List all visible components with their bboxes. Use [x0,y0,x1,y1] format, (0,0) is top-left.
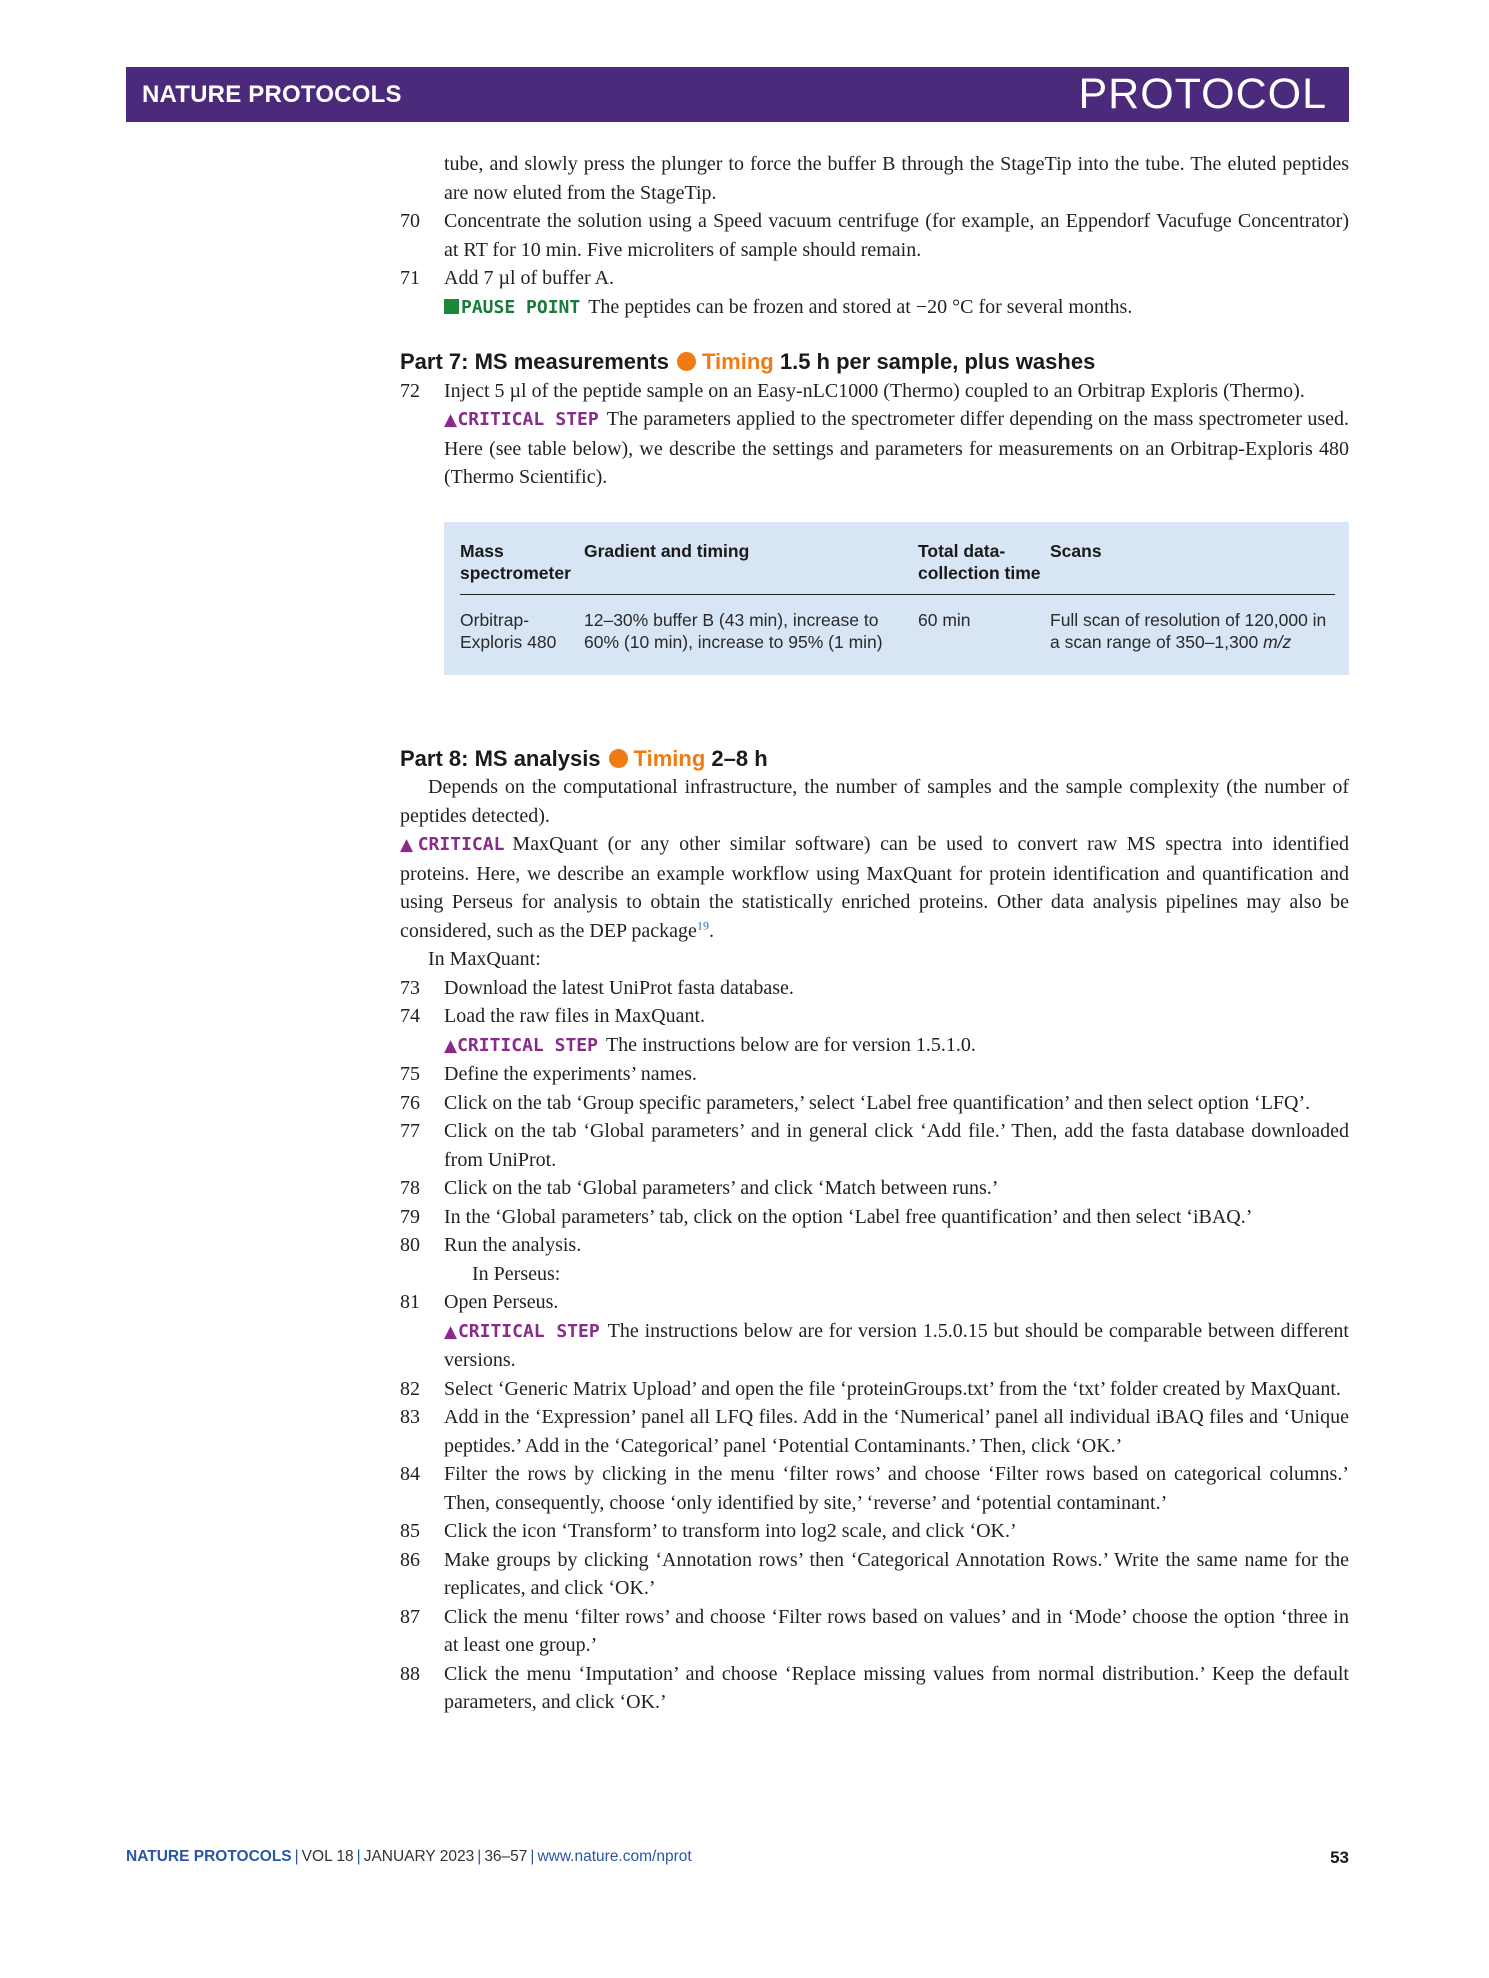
step-85: 85 Click the icon ‘Transform’ to transform into log2 scale, and click ‘OK.’ [400,1520,1017,1542]
journal-header-bar [126,67,1349,122]
step-87: 87 Click the menu ‘filter rows’ and choose ‘Filter rows based on values’ and in ‘Mode’ choose the option ‘three in at least one group.’ [400,1605,1349,1656]
step-text: Concentrate the solution using a Speed vacuum centrifuge (for example, an Eppendorf Vacufuge Concentrator) at RT for 10 min. Five microliters of sample should remain. [444,210,1349,261]
critical-note: ▲CRITICAL MaxQuant (or any other similar software) can be used to convert raw MS spectra into identified proteins. Here, we describe an example workflow using MaxQuant for protein identification and quantification and using Perseus for analysis to obtain the statistically enriched proteins. Other data analysis pipelines may also be considered, such as the DEP package$^{19}$. [400,833,1349,942]
triangle-icon: ▲ [400,835,418,855]
main-content [400,150,1349,1717]
critical-step-text: The parameters applied to the spectrometer differ depending on the mass spectrometer used. Here (see table below), we describe the settings and parameters for measurements on an Orbitrap-Exploris 480 (Thermo Scientific). [444,408,1349,488]
pause-point-text: The peptides can be frozen and stored at −20 °C for several months. [588,295,1133,318]
step-71 [400,264,1349,293]
table-header-row [460,540,1335,595]
ms-settings-table [444,522,1349,675]
step-72 [400,377,1349,406]
timing-dot-icon [677,352,696,371]
step-text: Add 7 µl of buffer A. [444,267,615,289]
step-80: 80 Run the analysis. [400,1234,582,1256]
table-cell: Orbitrap-Exploris 480 [460,609,557,652]
reference-19[interactable]: 19 [696,917,709,932]
page-number: 53 [1330,1848,1349,1867]
step-70 [400,207,1349,264]
step-number: 72 [400,379,420,402]
critical-step-tag: ▲CRITICAL STEP [444,1320,600,1342]
part8-heading: Part 8: MS analysis Timing 2–8 h [400,745,768,771]
critical-step-note: ▲CRITICAL STEP The instructions below are for version 1.5.0.15 but should be comparable between different versions. [444,1319,1349,1371]
table-header: Mass spectrometer [460,540,584,595]
in-perseus-label: In Perseus: [472,1262,561,1285]
table-header: Gradient and timing [584,540,918,595]
step-text: Inject 5 µl of the peptide sample on an Easy-nLC1000 (Thermo) coupled to an Orbitrap Exploris (Thermo). [444,379,1305,402]
step-83: 83 Add in the ‘Expression’ panel all LFQ files. Add in the ‘Numerical’ panel all individual iBAQ files and ‘Unique peptides.’ Add in the ‘Categorical’ panel ‘Potential Contaminants.’ Then, click ‘OK.’ [400,1406,1349,1457]
green-square-icon [444,299,459,314]
critical-step-tag: ▲CRITICAL STEP [444,409,599,430]
step-88: 88 Click the menu ‘Imputation’ and choose ‘Replace missing values from normal distribution.’ Keep the default parameters, and click ‘OK.’ [400,1662,1349,1713]
mz-unit: m/z [1263,631,1292,652]
article-type: PROTOCOL [1078,70,1327,118]
step-82: 82 Select ‘Generic Matrix Upload’ and open the file ‘proteinGroups.txt’ from the ‘txt’ folder created by MaxQuant. [400,1377,1341,1400]
step-86: 86 Make groups by clicking ‘Annotation rows’ then ‘Categorical Annotation Rows.’ Write the same name for the replicates, and click ‘OK.’ [400,1548,1349,1599]
step-number: 71 [400,267,420,289]
critical-step-note: ▲CRITICAL STEP The instructions below are for version 1.5.1.0. [444,1033,976,1056]
step-78: 78 Click on the tab ‘Global parameters’ and click ‘Match between runs.’ [400,1177,999,1199]
journal-name: NATURE PROTOCOLS [142,81,402,108]
critical-step-note [444,405,1349,492]
pause-point-note [444,293,1349,323]
part7-heading: Part 7: MS measurements Timing 1.5 h per sample, plus washes [400,349,1096,374]
critical-step-tag: ▲CRITICAL STEP [444,1034,598,1056]
footer-volume: VOL 18 [301,1848,354,1865]
table-header: Total data-collection time [918,540,1050,595]
step-76: 76 Click on the tab ‘Group specific parameters,’ select ‘Label free quantification’ and then select option ‘LFQ’. [400,1091,1311,1114]
timing-dot-icon [609,749,628,768]
critical-tag: ▲CRITICAL [400,834,505,855]
table-cell: 12–30% buffer B (43 min), increase to 60% (10 min), increase to 95% (1 min) [584,609,883,652]
triangle-icon: ▲ [444,410,458,430]
footer-journal: NATURE PROTOCOLS [126,1848,292,1865]
pause-point-tag: PAUSE POINT [444,297,580,318]
step-79: 79 In the ‘Global parameters’ tab, click on the option ‘Label free quantification’ and then select ‘iBAQ.’ [400,1205,1253,1228]
continued-text: tube, and slowly press the plunger to force the buffer B through the StageTip into the tube. The eluted peptides are now eluted from the StageTip. [444,153,1349,204]
step-84: 84 Filter the rows by clicking in the menu ‘filter rows’ and choose ‘Filter rows based on categorical columns.’ Then, consequently, choose ‘only identified by site,’ ‘reverse’ and ‘potential contaminant.’ [400,1463,1349,1514]
step-74: 74 Load the raw files in MaxQuant. [400,1005,706,1027]
triangle-icon: ▲ [444,1035,458,1056]
triangle-icon: ▲ [444,1321,458,1342]
step-75: 75 Define the experiments’ names. [400,1063,697,1085]
footer-pages: 36–57 [484,1848,528,1865]
table-row [460,594,1335,653]
footer-url-link[interactable]: www.nature.com/nprot [537,1848,692,1865]
page-footer: NATURE PROTOCOLS | VOL 18 | JANUARY 2023 | 36–57 | www.nature.com/nprot 53 [126,1848,1349,1867]
footer-date: JANUARY 2023 [363,1848,475,1865]
step-77: 77 Click on the tab ‘Global parameters’ and in general click ‘Add file.’ Then, add the fasta database downloaded from UniProt. [400,1120,1349,1171]
step-81: 81 Open Perseus. [400,1291,559,1313]
in-maxquant-label: In MaxQuant: [428,948,541,970]
part8-intro: Depends on the computational infrastructure, the number of samples and the sample complexity (the number of peptides detected). [400,776,1349,827]
step-73: 73 Download the latest UniProt fasta database. [400,976,794,999]
table-header: Scans [1050,540,1335,595]
step-number: 70 [400,210,420,232]
table-cell: 60 min [918,609,971,630]
table-cell: Full scan of resolution of 120,000 in a scan range of 350–1,300 m/z [1050,609,1327,652]
